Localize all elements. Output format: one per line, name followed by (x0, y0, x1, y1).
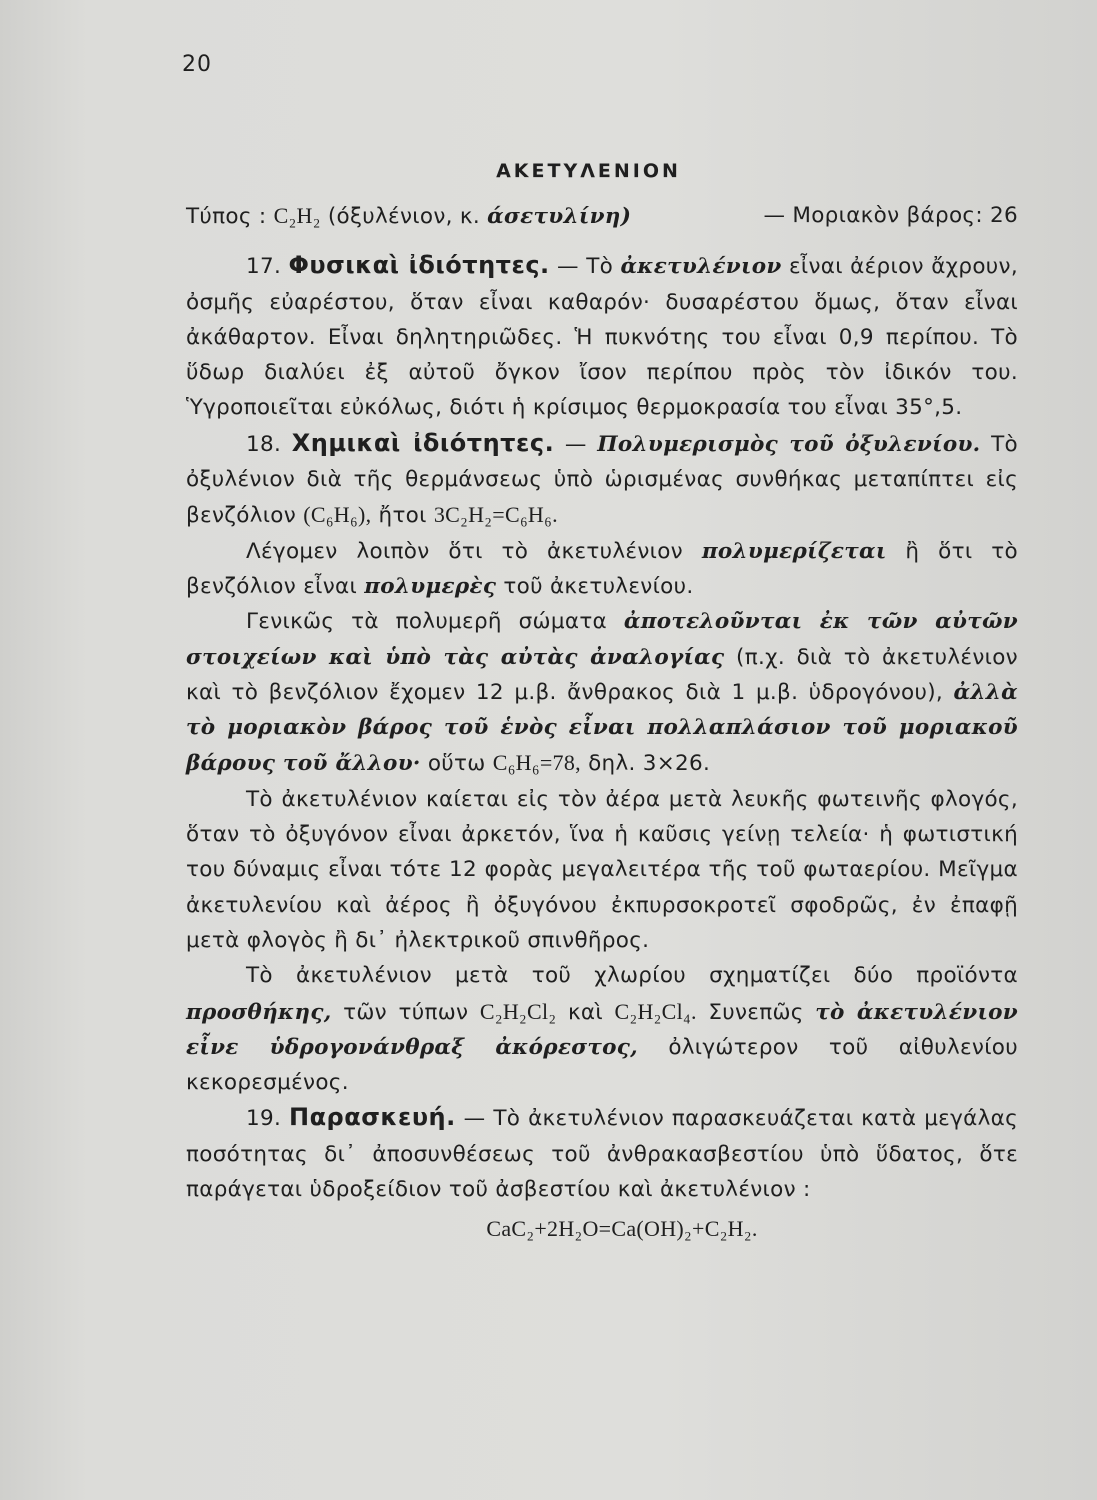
type-label: Τύπος : (186, 204, 267, 229)
section-heading: Παρασκευή. (288, 1103, 456, 1132)
paragraph-polymerization (186, 534, 1018, 605)
text: — Τὸ ἀκετυλένιον παρασκευάζεται κατὰ μεγάλας ποσότητας δι᾽ ἀποσυνθέσεως τοῦ ἀνθρακασβεστίου ὑπὸ ὕδατος, ὅτε παράγεται ὑδροξείδιον τοῦ ἀσβεστίου καὶ ἀκετυλένιον : (186, 1106, 1019, 1203)
formula: 3C₂H₂=C₆H₆. (433, 502, 558, 528)
text: — (564, 431, 587, 457)
emphasis: προσθήκης, (186, 999, 332, 1025)
type-formula: C₂H₂ (273, 203, 321, 228)
section-19 (186, 1100, 1018, 1207)
section-17 (186, 248, 1018, 425)
emphasis: τὸ ἀκετυλένιον εἶνε ὑδρογονάνθραξ ἀκόρεστος, (186, 999, 1019, 1060)
paragraph-general (186, 604, 1018, 781)
text: Γενικῶς τὰ πολυμερῆ σώματα (246, 609, 608, 635)
text: Λέγομεν λοιπὸν ὅτι τὸ ἀκετυλένιον (246, 538, 683, 564)
paragraph-combustion: Τὸ ἀκετυλένιον καίεται εἰς τὸν ἀέρα μετὰ λευκῆς φωτεινῆς φλογός, ὅταν τὸ ὀξυγόνον εἶναι ἀρκετόν, ἵνα ἡ καῦσις γείνῃ τελεία· ἡ φωτιστική του δύναμις εἶναι τότε 12 φορὰς μεγαλειτέρα τῆς τοῦ φωταερίου. Μεῖγμα ἀκετυλενίου καὶ ἀέρος ἢ ὀξυγόνου ἐκπυρσοκροτεῖ σφοδρῶς, ἐν ἐπαφῇ μετὰ φλογὸς ἢ δι᾽ ἠλεκτρικοῦ σπινθῆρος. (186, 786, 1018, 953)
text: Τὸ ἀκετυλένιον μετὰ τοῦ χλωρίου σχηματίζει δύο προϊόντα (246, 963, 1018, 989)
molar-mass: — Μοριακὸν βάρος: 26 (763, 203, 1018, 228)
alt-names: (όξυλένιον, κ. (327, 204, 480, 229)
chapter-title: ΑΚΕΤΥΛΕΝΙΟΝ (496, 160, 681, 182)
formula: C₂H₂Cl₂ (479, 998, 557, 1024)
formula: C₆H₆=78, (492, 750, 581, 776)
text: καὶ (567, 999, 603, 1025)
section-number: 18. (246, 431, 282, 457)
formula-line (186, 198, 1018, 234)
text: Τὸ ὀξυλένιον διὰ τῆς θερμάνσεως ὑπὸ ὡρισμένας συνθήκας μεταπίπτει εἰς βενζόλιον (186, 431, 1018, 529)
text: ἢ ὅτι τὸ βενζόλιον εἶναι (186, 538, 1018, 599)
text: ἤτοι (378, 503, 427, 529)
text: ὀλιγώτερον τοῦ αἰθυλενίου κεκορεσμένος. (186, 1034, 1019, 1096)
formula: C₂H₂Cl₄. (614, 998, 697, 1024)
formula: (C₆H₆), (303, 502, 372, 528)
text: — Τὸ (557, 254, 614, 280)
alt-name-italic: άσετυλίνη) (487, 204, 632, 229)
emphasis: ἀλλὰ τὸ μοριακὸν βάρος τοῦ ἑνὸς εἶναι πολλαπλάσιον τοῦ μοριακοῦ βάρους τοῦ ἄλλου· (186, 679, 1018, 777)
text: (π.χ. διὰ τὸ ἀκετυλένιον καὶ τὸ βενζόλιον ἔχομεν 12 μ.β. ἄνθρακος διὰ 1 μ.β. ὑδρογόνου), (186, 644, 1018, 705)
emphasis: ἀποτελοῦνται ἐκ τῶν αὐτῶν στοιχείων καὶ ὑπὸ τὰς αὐτὰς ἀναλογίας (186, 609, 1018, 670)
text: τῶν τύπων (343, 999, 469, 1025)
text: τοῦ ἀκετυλενίου. (503, 573, 694, 599)
section-number: 19. (246, 1106, 282, 1132)
text: οὕτω (427, 751, 486, 777)
document-body (186, 198, 1018, 1247)
paragraph-chlorine (186, 958, 1018, 1100)
preparation-equation: CaC₂+2H₂O=Ca(OH)₂+C₂H₂. (486, 1216, 758, 1242)
page-number: 20 (182, 52, 212, 77)
emphasis: πολυμερὲς (364, 573, 497, 599)
section-18 (186, 426, 1018, 534)
text: Συνεπῶς (708, 999, 804, 1025)
section-heading: Χημικαὶ ἰδιότητες. (291, 428, 555, 457)
emphasis: Πολυμερισμὸς τοῦ ὀξυλενίου. (597, 431, 981, 457)
text: δηλ. 3×26. (588, 751, 711, 777)
section-number: 17. (246, 254, 282, 280)
section-heading: Φυσικαὶ ἰδιότητες. (288, 251, 550, 280)
emphasis: πολυμερίζεται (701, 538, 887, 564)
text: εἶναι ἀέριον ἄχρουν, ὀσμῆς εὐαρέστου, ὅταν εἶναι καθαρόν· δυσαρέστου ὅμως, ὅταν εἶναι ἀκάθαρτον. Εἶναι δηλητηριῶδες. Ἡ πυκνότης του εἶναι 0,9 περίπου. Τὸ ὕδωρ διαλύει ἐξ αὐτοῦ ὄγκον ἴσον περίπου πρὸς τὸν ἰδικόν του. Ὑγροποιεῖται εὐκόλως, διότι ἡ κρίσιμος θερμοκρασία του εἶναι 35°,5. (186, 254, 1018, 421)
emphasis: ἀκετυλένιον (620, 254, 782, 280)
